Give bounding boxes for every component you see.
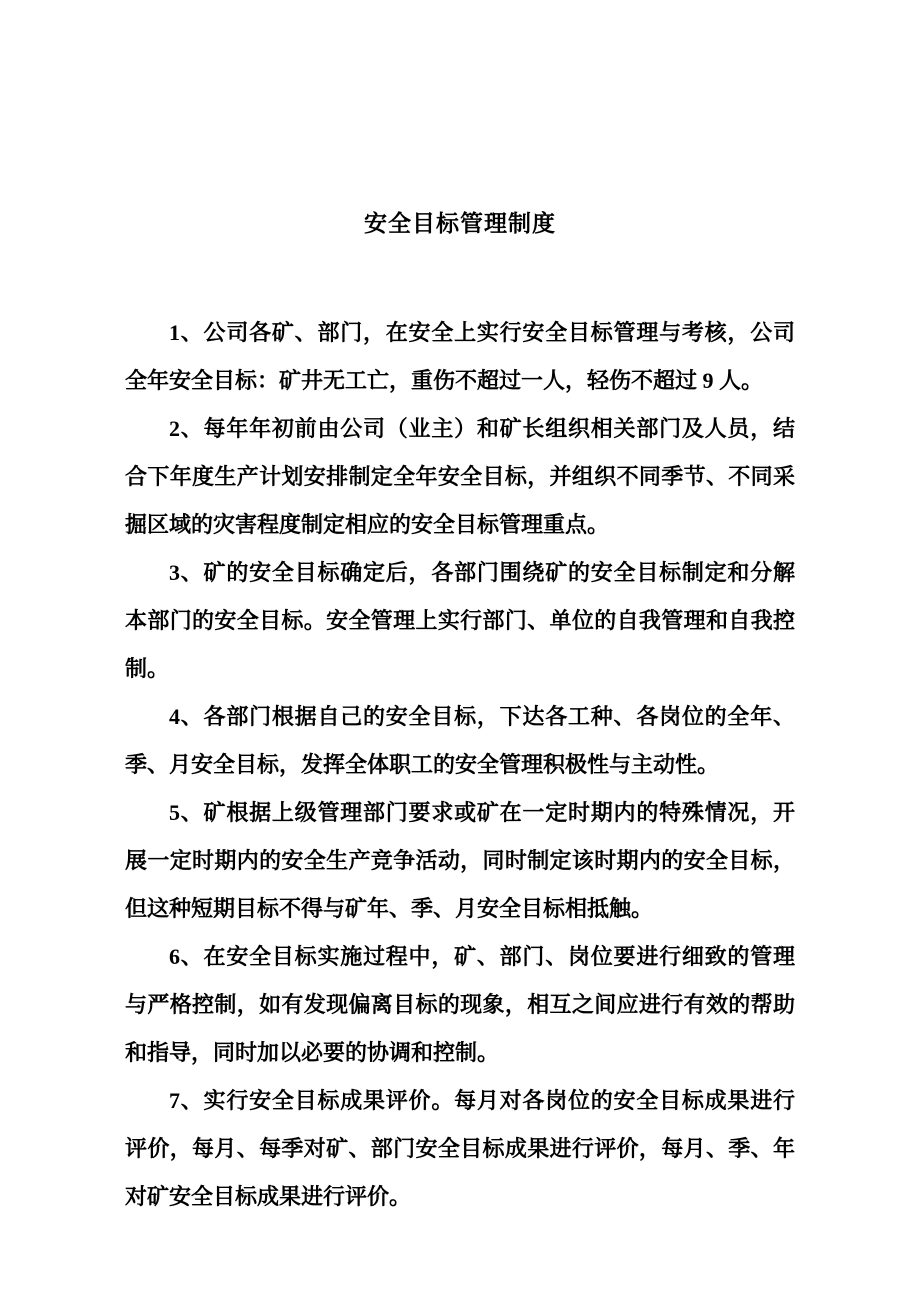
paragraph-3: 3、矿的安全目标确定后，各部门围绕矿的安全目标制定和分解本部门的安全目标。安全管理上实行部门、单位的自我管理和自我控制。	[125, 560, 795, 681]
paragraph-7: 7、实行安全目标成果评价。每月对各岗位的安全目标成果进行评价，每月、每季对矿、部门安全目标成果进行评价，每月、季、年对矿安全目标成果进行评价。	[125, 1088, 795, 1209]
document-body	[125, 309, 795, 1221]
paragraph-5: 5、矿根据上级管理部门要求或矿在一定时期内的特殊情况，开展一定时期内的安全生产竞争活动，同时制定该时期内的安全目标，但这种短期目标不得与矿年、季、月安全目标相抵触。	[125, 800, 795, 921]
paragraph-1: 1、公司各矿、部门，在安全上实行安全目标管理与考核，公司全年安全目标：矿井无工亡，重伤不超过一人，轻伤不超过 9 人。	[125, 320, 795, 393]
paragraph-4: 4、各部门根据自己的安全目标，下达各工种、各岗位的全年、季、月安全目标，发挥全体职工的安全管理积极性与主动性。	[125, 704, 795, 777]
paragraph-6: 6、在安全目标实施过程中，矿、部门、岗位要进行细致的管理与严格控制，如有发现偏离目标的现象，相互之间应进行有效的帮助和指导，同时加以必要的协调和控制。	[125, 944, 795, 1065]
paragraph-2: 2、每年年初前由公司（业主）和矿长组织相关部门及人员，结合下年度生产计划安排制定全年安全目标，并组织不同季节、不同采掘区域的灾害程度制定相应的安全目标管理重点。	[125, 416, 795, 537]
document-title: 安全目标管理制度	[364, 211, 556, 236]
